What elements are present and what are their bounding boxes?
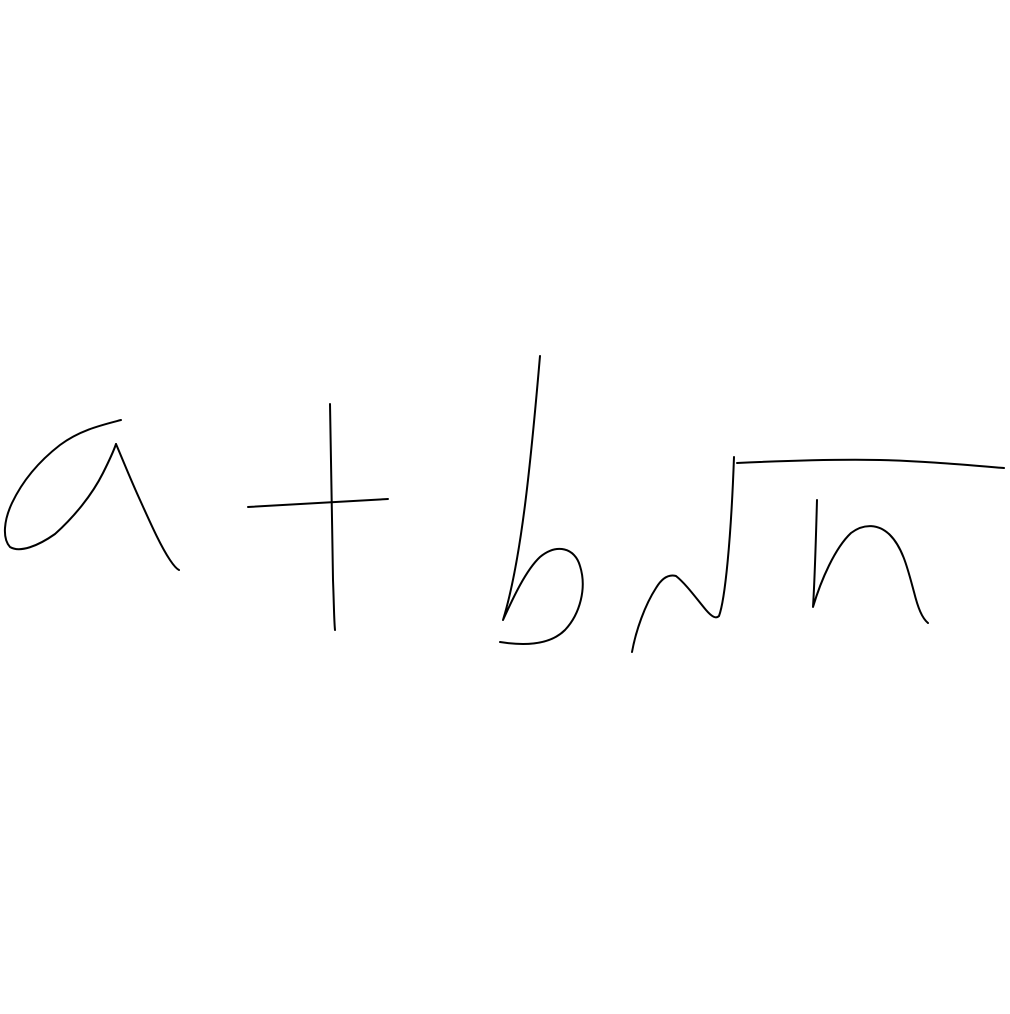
symbol-a <box>5 420 179 570</box>
symbol-sqrt <box>632 457 1004 652</box>
stroke-a-tail <box>116 444 179 570</box>
symbol-n <box>813 500 928 623</box>
stroke-sqrt-check <box>632 457 734 652</box>
stroke-plus-vertical <box>330 404 335 630</box>
stroke-plus-horizontal <box>248 499 388 507</box>
stroke-sqrt-vinculum <box>737 460 1004 468</box>
expression-strokes <box>5 356 1004 652</box>
symbol-b <box>500 356 583 644</box>
stroke-b <box>500 356 583 644</box>
stroke-n <box>813 500 928 623</box>
stroke-a-bowl <box>5 420 121 549</box>
symbol-plus <box>248 404 388 630</box>
